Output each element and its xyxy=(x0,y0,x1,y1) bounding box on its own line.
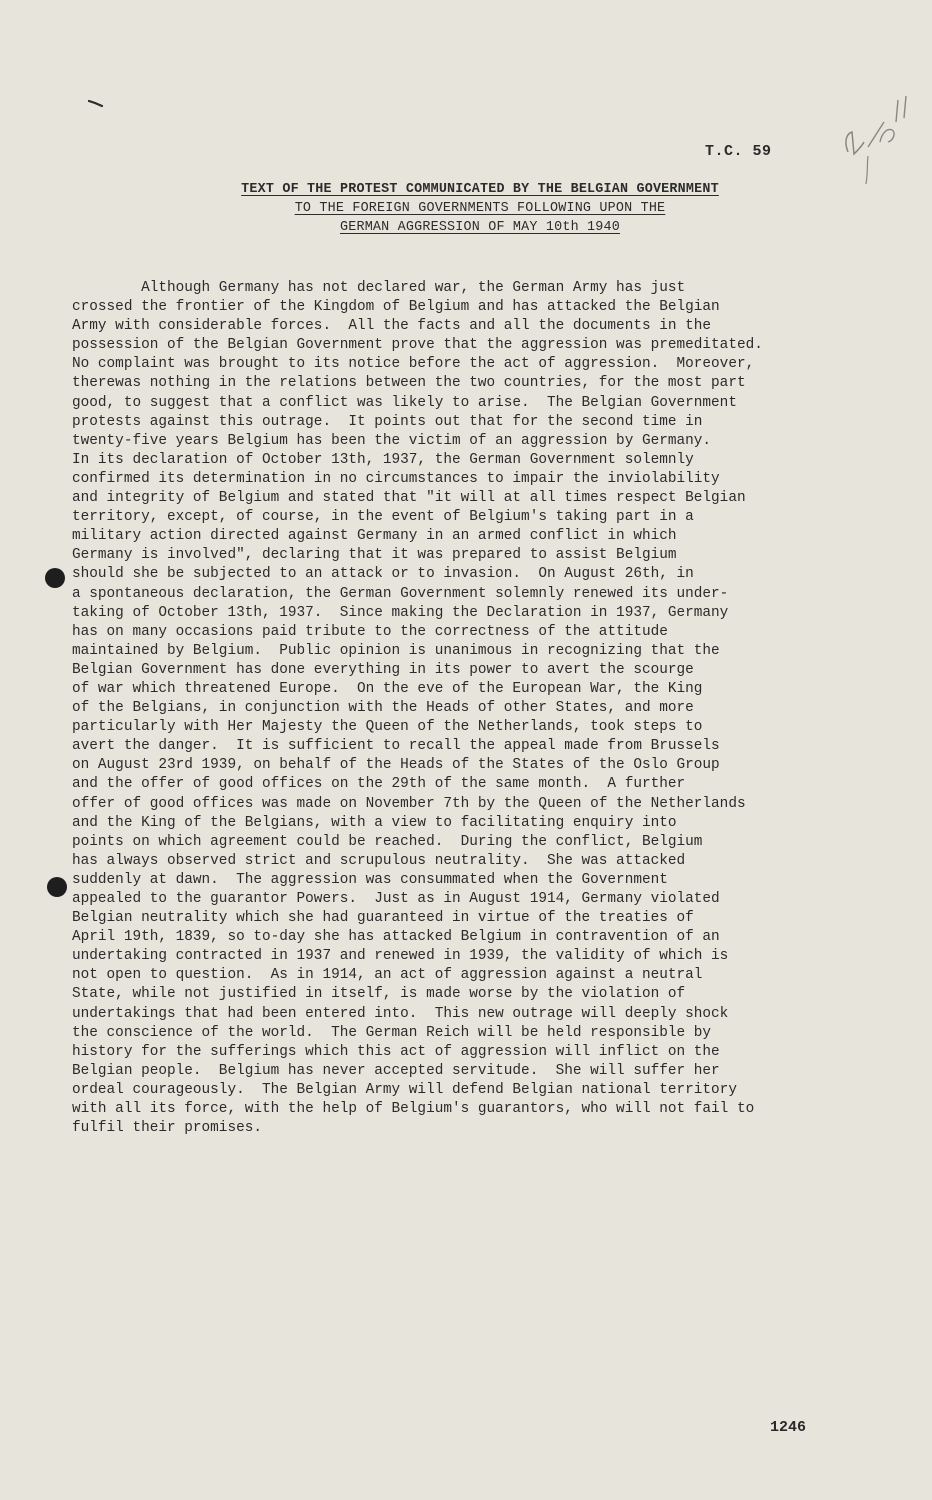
handwritten-annotation xyxy=(838,92,918,192)
text-line: territory, except, of course, in the event of Belgium's taking part in a xyxy=(72,509,694,526)
text-line: a spontaneous declaration, the German Government solemnly renewed its under- xyxy=(72,585,729,602)
text-line: Army with considerable forces. All the facts and all the documents in the xyxy=(72,318,712,335)
text-line: should she be subjected to an attack or to invasion. On August 26th, in xyxy=(72,566,694,583)
text-line: military action directed against Germany in an armed conflict in which xyxy=(72,528,677,545)
text-line: and the offer of good offices on the 29th of the same month. A further xyxy=(72,776,686,793)
text-line: Belgian people. Belgium has never accepted servitude. She will suffer her xyxy=(72,1062,720,1079)
text-line: particularly with Her Majesty the Queen of the Netherlands, took steps to xyxy=(72,719,703,736)
text-line: therewas nothing in the relations between the two countries, for the most part xyxy=(72,375,746,392)
folio-number: 1246 xyxy=(770,1419,807,1436)
text-line: State, while not justified in itself, is made worse by the violation of xyxy=(72,986,686,1003)
text-line: Germany is involved", declaring that it was prepared to assist Belgium xyxy=(72,547,677,564)
text-line: avert the danger. It is sufficient to recall the appeal made from Brussels xyxy=(72,738,720,755)
text-line: with all its force, with the help of Belgium's guarantors, who will not fail to xyxy=(72,1101,755,1118)
text-line: has always observed strict and scrupulous neutrality. She was attacked xyxy=(72,852,686,869)
punch-hole-mark xyxy=(45,568,65,588)
text-line: of the Belgians, in conjunction with the Heads of other States, and more xyxy=(72,700,694,717)
document-title xyxy=(150,180,810,237)
text-line: taking of October 13th, 1937. Since making the Declaration in 1937, Germany xyxy=(72,604,729,621)
text-line: suddenly at dawn. The aggression was consummated when the Government xyxy=(72,871,668,888)
text-line: on August 23rd 1939, on behalf of the Heads of the States of the Oslo Group xyxy=(72,757,720,774)
protest-text-body xyxy=(72,279,842,1138)
pen-mark-icon xyxy=(88,98,104,108)
text-line: the conscience of the world. The German Reich will be held responsible by xyxy=(72,1024,712,1041)
text-line: No complaint was brought to its notice before the act of aggression. Moreover, xyxy=(72,356,755,373)
text-line: crossed the frontier of the Kingdom of Belgium and has attacked the Belgian xyxy=(72,299,720,316)
text-line: confirmed its determination in no circumstances to impair the inviolability xyxy=(72,470,720,487)
text-line: of war which threatened Europe. On the eve of the European War, the King xyxy=(72,680,703,697)
document-reference: T.C. 59 xyxy=(705,143,772,160)
text-line: maintained by Belgium. Public opinion is unanimous in recognizing that the xyxy=(72,642,720,659)
text-line: ordeal courageously. The Belgian Army will defend Belgian national territory xyxy=(72,1081,737,1098)
text-line: Belgian neutrality which she had guaranteed in virtue of the treaties of xyxy=(72,910,694,927)
text-line: April 19th, 1839, so to-day she has attacked Belgium in contravention of an xyxy=(72,929,720,946)
text-line: offer of good offices was made on November 7th by the Queen of the Netherlands xyxy=(72,795,746,812)
text-line: undertaking contracted in 1937 and renewed in 1939, the validity of which is xyxy=(72,948,729,965)
text-line: and the King of the Belgians, with a view to facilitating enquiry into xyxy=(72,814,677,831)
punch-hole-mark xyxy=(47,877,67,897)
text-line: history for the sufferings which this act of aggression will inflict on the xyxy=(72,1043,720,1060)
text-line: Although Germany has not declared war, the German Army has just xyxy=(72,280,686,296)
text-line: appealed to the guarantor Powers. Just as in August 1914, Germany violated xyxy=(72,891,720,907)
text-line: Belgian Government has done everything in its power to avert the scourge xyxy=(72,661,694,678)
text-line: protests against this outrage. It points out that for the second time in xyxy=(72,413,703,430)
text-line: undertakings that had been entered into. This new outrage will deeply shock xyxy=(72,1005,729,1022)
text-line: fulfil their promises. xyxy=(72,1120,262,1137)
title-line-2: TO THE FOREIGN GOVERNMENTS FOLLOWING UPON THE xyxy=(294,201,666,216)
text-line: In its declaration of October 13th, 1937, the German Government solemnly xyxy=(72,451,694,468)
text-line: has on many occasions paid tribute to the correctness of the attitude xyxy=(72,623,668,640)
title-line-3: GERMAN AGGRESSION OF MAY 10th 1940 xyxy=(339,220,620,235)
title-line-1: TEXT OF THE PROTEST COMMUNICATED BY THE BELGIAN GOVERNMENT xyxy=(241,182,719,197)
text-line: twenty-five years Belgium has been the victim of an aggression by Germany. xyxy=(72,432,712,449)
text-line: not open to question. As in 1914, an act of aggression against a neutral xyxy=(72,967,703,984)
text-line: good, to suggest that a conflict was likely to arise. The Belgian Government xyxy=(72,394,737,411)
text-line: possession of the Belgian Government prove that the aggression was premeditated. xyxy=(72,337,763,354)
text-line: and integrity of Belgium and stated that "it will at all times respect Belgian xyxy=(72,490,746,507)
text-line: points on which agreement could be reached. During the conflict, Belgium xyxy=(72,833,703,850)
